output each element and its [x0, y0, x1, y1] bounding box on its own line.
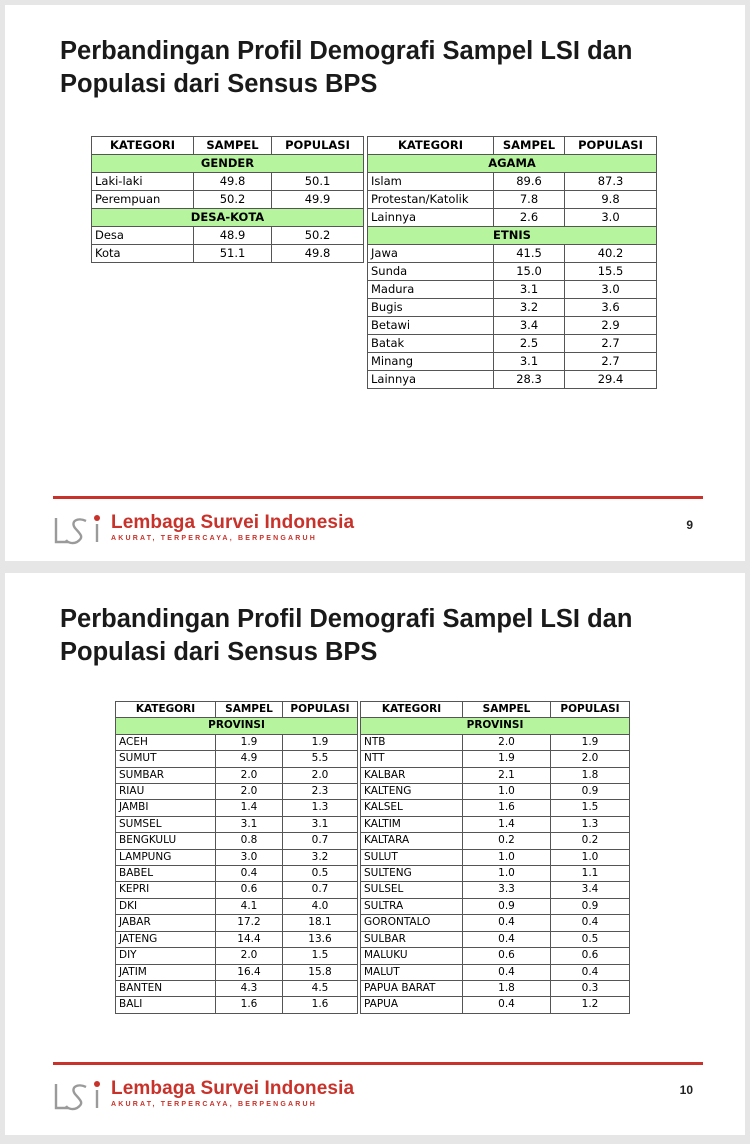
sampel-cell: 51.1 [194, 245, 272, 263]
table-row [361, 964, 630, 980]
category-cell: Sunda [368, 263, 494, 281]
lsi-logo-icon [53, 1078, 105, 1112]
column-header: POPULASI [283, 702, 358, 718]
column-header: KATEGORI [92, 137, 194, 155]
title-line-2: Populasi dari Sensus BPS [60, 638, 378, 666]
slide-title [60, 603, 632, 669]
category-cell: BANTEN [116, 980, 216, 996]
table-row [361, 751, 630, 767]
populasi-cell: 49.9 [272, 191, 364, 209]
category-cell: Desa [92, 227, 194, 245]
sampel-cell: 0.4 [216, 866, 283, 882]
category-cell: KALSEL [361, 800, 463, 816]
populasi-cell: 15.8 [283, 964, 358, 980]
table-row [92, 173, 364, 191]
section-row [368, 227, 657, 245]
demografi-table-agama-etnis [367, 136, 657, 389]
section-row [92, 209, 364, 227]
category-cell: DKI [116, 898, 216, 914]
brand-tagline: AKURAT, TERPERCAYA, BERPENGARUH [111, 1101, 318, 1108]
category-cell: KALTARA [361, 833, 463, 849]
sampel-cell: 0.4 [463, 931, 551, 947]
slide-page-9 [5, 5, 745, 561]
page-number: 9 [686, 518, 693, 532]
populasi-cell: 1.5 [283, 948, 358, 964]
sampel-cell: 2.0 [216, 767, 283, 783]
category-cell: Laki-laki [92, 173, 194, 191]
populasi-cell: 3.0 [565, 209, 657, 227]
populasi-cell: 1.0 [551, 849, 630, 865]
table-row [116, 964, 358, 980]
sampel-cell: 1.0 [463, 784, 551, 800]
category-cell: Batak [368, 335, 494, 353]
table-row [368, 245, 657, 263]
sampel-cell: 0.8 [216, 833, 283, 849]
table-row [368, 299, 657, 317]
table-row [116, 866, 358, 882]
category-cell: RIAU [116, 784, 216, 800]
populasi-cell: 29.4 [565, 371, 657, 389]
table-row [116, 915, 358, 931]
brand-name: Lembaga Survei Indonesia [111, 1078, 355, 1099]
category-cell: SULTENG [361, 866, 463, 882]
category-cell: Kota [92, 245, 194, 263]
populasi-cell: 1.3 [551, 816, 630, 832]
category-cell: KEPRI [116, 882, 216, 898]
sampel-cell: 15.0 [494, 263, 565, 281]
section-row [116, 718, 358, 734]
sampel-cell: 2.6 [494, 209, 565, 227]
populasi-cell: 1.9 [283, 734, 358, 750]
populasi-cell: 1.1 [551, 866, 630, 882]
populasi-cell: 0.9 [551, 784, 630, 800]
sampel-cell: 1.9 [463, 751, 551, 767]
column-header: SAMPEL [216, 702, 283, 718]
category-cell: Jawa [368, 245, 494, 263]
populasi-cell: 87.3 [565, 173, 657, 191]
populasi-cell: 4.5 [283, 980, 358, 996]
populasi-cell: 3.2 [283, 849, 358, 865]
table-row [361, 948, 630, 964]
table-row [116, 849, 358, 865]
table-row [368, 173, 657, 191]
sampel-cell: 2.1 [463, 767, 551, 783]
column-header: POPULASI [272, 137, 364, 155]
sampel-cell: 17.2 [216, 915, 283, 931]
category-cell: Lainnya [368, 209, 494, 227]
table-row [368, 263, 657, 281]
slide-page-10 [5, 573, 745, 1135]
table-row [361, 898, 630, 914]
table-row [116, 997, 358, 1013]
sampel-cell: 1.0 [463, 866, 551, 882]
populasi-cell: 9.8 [565, 191, 657, 209]
category-cell: SUMUT [116, 751, 216, 767]
populasi-cell: 50.2 [272, 227, 364, 245]
demografi-table-gender-desa-kota [91, 136, 364, 263]
column-header: POPULASI [551, 702, 630, 718]
populasi-cell: 1.3 [283, 800, 358, 816]
category-cell: MALUT [361, 964, 463, 980]
populasi-cell: 2.3 [283, 784, 358, 800]
sampel-cell: 3.3 [463, 882, 551, 898]
populasi-cell: 0.6 [551, 948, 630, 964]
populasi-cell: 1.5 [551, 800, 630, 816]
lsi-logo-icon [53, 512, 105, 546]
section-label: PROVINSI [116, 718, 358, 734]
category-cell: NTB [361, 734, 463, 750]
populasi-cell: 4.0 [283, 898, 358, 914]
column-header: SAMPEL [494, 137, 565, 155]
section-label: DESA-KOTA [92, 209, 364, 227]
column-header: KATEGORI [368, 137, 494, 155]
section-label: PROVINSI [361, 718, 630, 734]
category-cell: SULUT [361, 849, 463, 865]
table-header-row [368, 137, 657, 155]
provinsi-table-right [360, 701, 630, 1014]
column-header: POPULASI [565, 137, 657, 155]
category-cell: JATIM [116, 964, 216, 980]
table-row [116, 734, 358, 750]
sampel-cell: 4.1 [216, 898, 283, 914]
sampel-cell: 89.6 [494, 173, 565, 191]
sampel-cell: 7.8 [494, 191, 565, 209]
sampel-cell: 4.3 [216, 980, 283, 996]
category-cell: Islam [368, 173, 494, 191]
category-cell: KALTENG [361, 784, 463, 800]
populasi-cell: 5.5 [283, 751, 358, 767]
section-label: GENDER [92, 155, 364, 173]
table-row [361, 915, 630, 931]
category-cell: GORONTALO [361, 915, 463, 931]
populasi-cell: 0.3 [551, 980, 630, 996]
sampel-cell: 2.0 [216, 784, 283, 800]
category-cell: MALUKU [361, 948, 463, 964]
sampel-cell: 50.2 [194, 191, 272, 209]
populasi-cell: 2.9 [565, 317, 657, 335]
brand-name: Lembaga Survei Indonesia [111, 512, 355, 533]
section-label: ETNIS [368, 227, 657, 245]
category-cell: SUMSEL [116, 816, 216, 832]
sampel-cell: 2.0 [463, 734, 551, 750]
table-row [116, 898, 358, 914]
sampel-cell: 1.0 [463, 849, 551, 865]
populasi-cell: 0.2 [551, 833, 630, 849]
table-row [361, 931, 630, 947]
category-cell: SULBAR [361, 931, 463, 947]
table-header-row [92, 137, 364, 155]
sampel-cell: 3.1 [494, 281, 565, 299]
table-header-row [361, 702, 630, 718]
table-header-row [116, 702, 358, 718]
sampel-cell: 1.6 [463, 800, 551, 816]
table-row [116, 800, 358, 816]
populasi-cell: 13.6 [283, 931, 358, 947]
table-row [361, 734, 630, 750]
section-row [368, 155, 657, 173]
populasi-cell: 0.5 [283, 866, 358, 882]
sampel-cell: 0.6 [216, 882, 283, 898]
category-cell: Minang [368, 353, 494, 371]
category-cell: KALBAR [361, 767, 463, 783]
sampel-cell: 2.0 [216, 948, 283, 964]
category-cell: PAPUA [361, 997, 463, 1013]
table-row [116, 767, 358, 783]
column-header: KATEGORI [361, 702, 463, 718]
table-row [368, 281, 657, 299]
sampel-cell: 3.4 [494, 317, 565, 335]
sampel-cell: 0.2 [463, 833, 551, 849]
provinsi-table-left [115, 701, 358, 1014]
populasi-cell: 0.4 [551, 964, 630, 980]
category-cell: JABAR [116, 915, 216, 931]
category-cell: JAMBI [116, 800, 216, 816]
category-cell: Lainnya [368, 371, 494, 389]
page-number: 10 [679, 1083, 693, 1097]
sampel-cell: 1.9 [216, 734, 283, 750]
sampel-cell: 0.4 [463, 964, 551, 980]
sampel-cell: 0.4 [463, 915, 551, 931]
section-row [361, 718, 630, 734]
column-header: SAMPEL [194, 137, 272, 155]
category-cell: DIY [116, 948, 216, 964]
table-row [361, 800, 630, 816]
sampel-cell: 1.6 [216, 997, 283, 1013]
title-line-1: Perbandingan Profil Demografi Sampel LSI dan [60, 605, 633, 633]
category-cell: ACEH [116, 734, 216, 750]
table-row [368, 335, 657, 353]
populasi-cell: 3.6 [565, 299, 657, 317]
sampel-cell: 2.5 [494, 335, 565, 353]
category-cell: SULSEL [361, 882, 463, 898]
table-row [361, 833, 630, 849]
populasi-cell: 3.0 [565, 281, 657, 299]
brand-tagline: AKURAT, TERPERCAYA, BERPENGARUH [111, 535, 318, 542]
category-cell: SUMBAR [116, 767, 216, 783]
sampel-cell: 16.4 [216, 964, 283, 980]
sampel-cell: 4.9 [216, 751, 283, 767]
category-cell: Bugis [368, 299, 494, 317]
slide-title [60, 35, 632, 101]
table-row [361, 997, 630, 1013]
category-cell: PAPUA BARAT [361, 980, 463, 996]
populasi-cell: 0.7 [283, 833, 358, 849]
table-row [116, 784, 358, 800]
category-cell: Perempuan [92, 191, 194, 209]
populasi-cell: 49.8 [272, 245, 364, 263]
table-row [361, 784, 630, 800]
table-row [116, 931, 358, 947]
category-cell: Protestan/Katolik [368, 191, 494, 209]
sampel-cell: 0.4 [463, 997, 551, 1013]
sampel-cell: 3.1 [494, 353, 565, 371]
category-cell: BALI [116, 997, 216, 1013]
sampel-cell: 3.2 [494, 299, 565, 317]
category-cell: SULTRA [361, 898, 463, 914]
sampel-cell: 48.9 [194, 227, 272, 245]
populasi-cell: 1.6 [283, 997, 358, 1013]
title-line-1: Perbandingan Profil Demografi Sampel LSI dan [60, 37, 633, 65]
table-row [116, 980, 358, 996]
sampel-cell: 3.1 [216, 816, 283, 832]
sampel-cell: 41.5 [494, 245, 565, 263]
table-row [361, 882, 630, 898]
populasi-cell: 2.0 [551, 751, 630, 767]
table-row [116, 948, 358, 964]
table-row [92, 227, 364, 245]
sampel-cell: 49.8 [194, 173, 272, 191]
populasi-cell: 0.9 [551, 898, 630, 914]
populasi-cell: 2.0 [283, 767, 358, 783]
populasi-cell: 0.5 [551, 931, 630, 947]
table-row [368, 371, 657, 389]
lsi-logo [53, 1078, 354, 1112]
category-cell: NTT [361, 751, 463, 767]
table-row [368, 191, 657, 209]
lsi-logo [53, 512, 354, 546]
populasi-cell: 1.2 [551, 997, 630, 1013]
table-row [361, 866, 630, 882]
table-row [92, 191, 364, 209]
column-header: KATEGORI [116, 702, 216, 718]
sampel-cell: 3.0 [216, 849, 283, 865]
table-row [361, 767, 630, 783]
category-cell: LAMPUNG [116, 849, 216, 865]
populasi-cell: 1.9 [551, 734, 630, 750]
table-row [92, 245, 364, 263]
sampel-cell: 28.3 [494, 371, 565, 389]
table-row [361, 980, 630, 996]
table-row [368, 317, 657, 335]
sampel-cell: 1.4 [216, 800, 283, 816]
populasi-cell: 0.4 [551, 915, 630, 931]
populasi-cell: 2.7 [565, 353, 657, 371]
table-row [368, 209, 657, 227]
populasi-cell: 50.1 [272, 173, 364, 191]
table-row [116, 751, 358, 767]
table-row [116, 833, 358, 849]
table-row [116, 882, 358, 898]
sampel-cell: 1.8 [463, 980, 551, 996]
table-row [368, 353, 657, 371]
sampel-cell: 0.9 [463, 898, 551, 914]
category-cell: Betawi [368, 317, 494, 335]
section-row [92, 155, 364, 173]
populasi-cell: 3.1 [283, 816, 358, 832]
category-cell: BENGKULU [116, 833, 216, 849]
populasi-cell: 40.2 [565, 245, 657, 263]
title-line-2: Populasi dari Sensus BPS [60, 70, 378, 98]
category-cell: JATENG [116, 931, 216, 947]
table-row [361, 816, 630, 832]
sampel-cell: 1.4 [463, 816, 551, 832]
populasi-cell: 3.4 [551, 882, 630, 898]
category-cell: KALTIM [361, 816, 463, 832]
populasi-cell: 15.5 [565, 263, 657, 281]
footer-divider [53, 1062, 703, 1065]
sampel-cell: 0.6 [463, 948, 551, 964]
section-label: AGAMA [368, 155, 657, 173]
populasi-cell: 2.7 [565, 335, 657, 353]
populasi-cell: 1.8 [551, 767, 630, 783]
table-row [361, 849, 630, 865]
table-row [116, 816, 358, 832]
populasi-cell: 0.7 [283, 882, 358, 898]
footer-divider [53, 496, 703, 499]
category-cell: Madura [368, 281, 494, 299]
populasi-cell: 18.1 [283, 915, 358, 931]
sampel-cell: 14.4 [216, 931, 283, 947]
column-header: SAMPEL [463, 702, 551, 718]
category-cell: BABEL [116, 866, 216, 882]
